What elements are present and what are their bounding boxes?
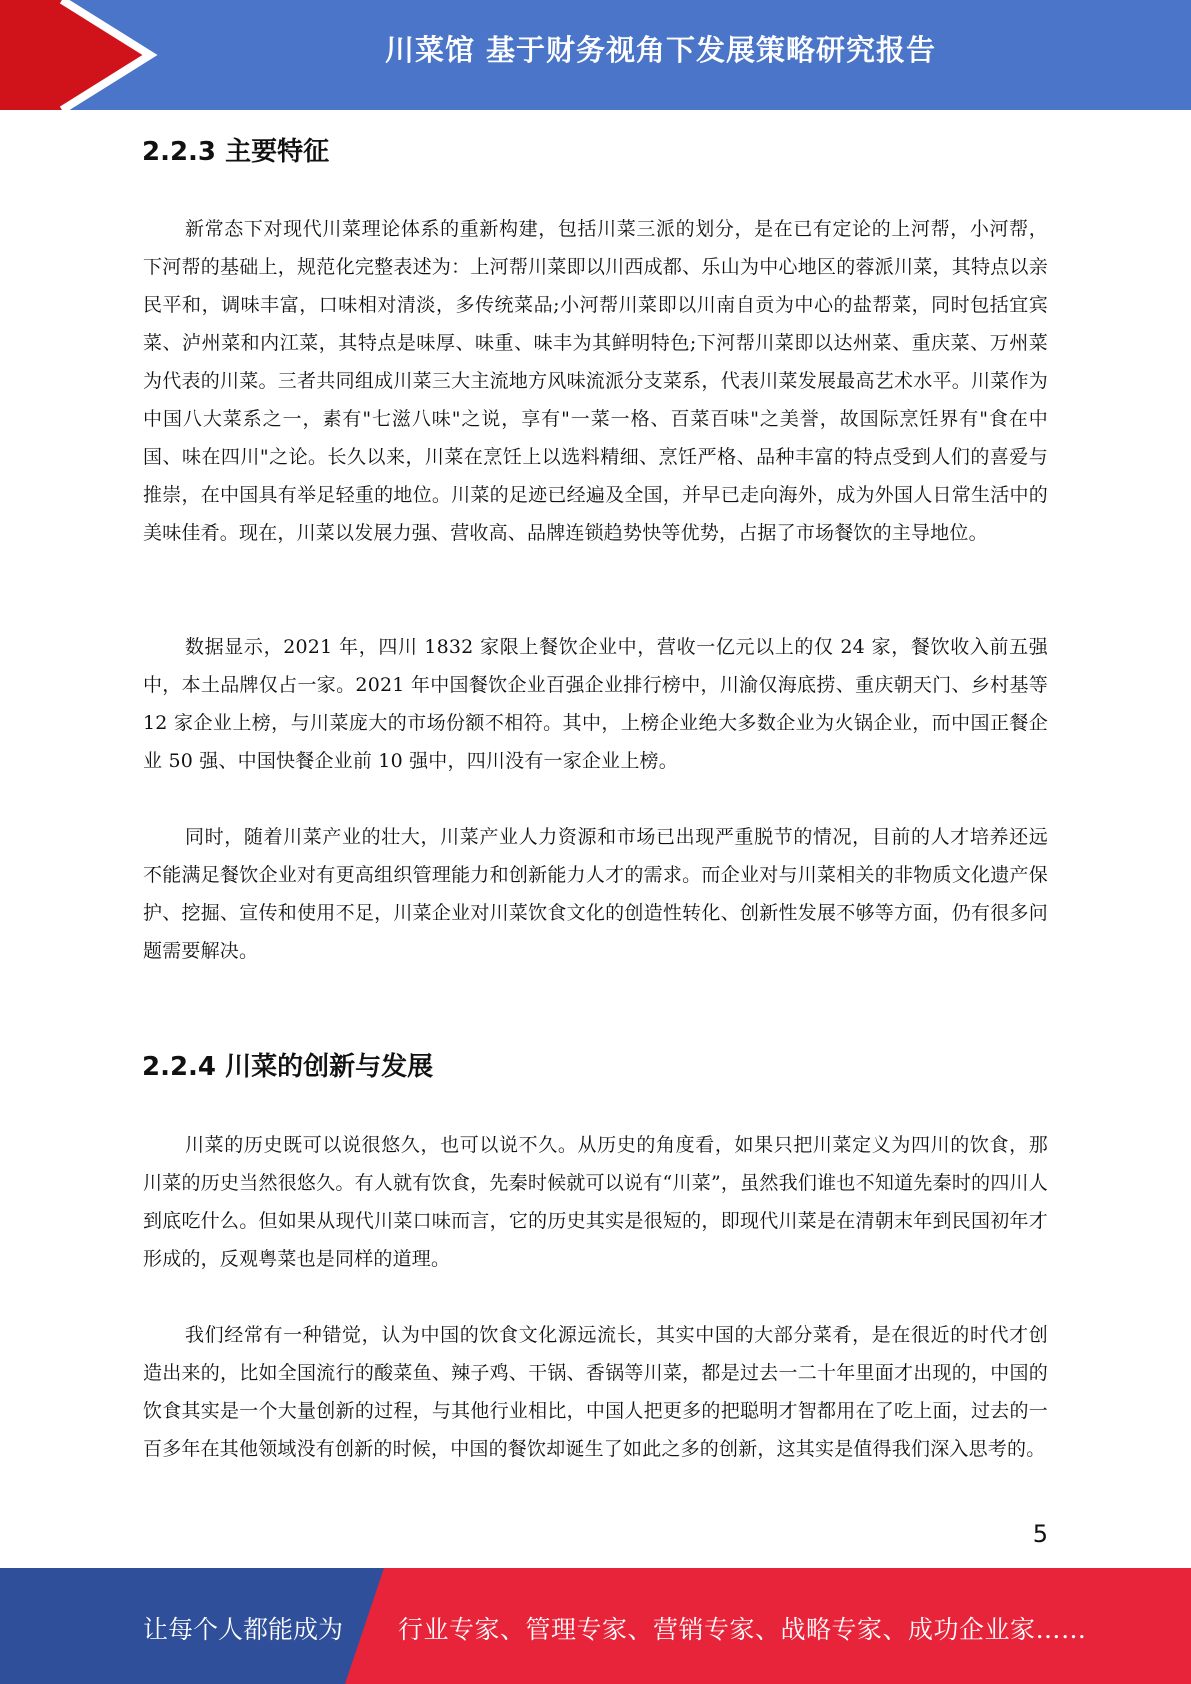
paragraph: 我们经常有一种错觉，认为中国的饮食文化源远流长，其实中国的大部分菜肴，是在很近的时代才创造出来的，比如全国流行的酸菜鱼、辣子鸡、干锅、香锅等川菜，都是过去一二十年里面才出现的，中国的饮食其实是一个大量创新的过程，与其他行业相比，中国人把更多的把聪明才智都用在了吃上面，过去的一百多年在其他领域没有创新的时候，中国的餐饮却诞生了如此之多的创新，这其实是值得我们深入思考的。	[143, 1324, 1048, 1460]
footer-slogan-right: 行业专家、管理专家、营销专家、战略专家、成功企业家……	[398, 1615, 1087, 1644]
section-heading-2-2-3: 2.2.3 主要特征	[142, 137, 330, 167]
footer-slogan-left: 让每个人都能成为	[143, 1615, 344, 1644]
page-number: 5	[1032, 1520, 1048, 1548]
paragraph: 同时，随着川菜产业的壮大，川菜产业人力资源和市场已出现严重脱节的情况，目前的人才培养还远不能满足餐饮企业对有更高组织管理能力和创新能力人才的需求。而企业对与川菜相关的非物质文化遗产保护、挖掘、宣传和使用不足，川菜企业对川菜饮食文化的创造性转化、创新性发展不够等方面，仍有很多问题需要解决。	[143, 826, 1048, 962]
header-title: 川菜馆 基于财务视角下发展策略研究报告	[384, 33, 937, 67]
paragraph: 新常态下对现代川菜理论体系的重新构建，包括川菜三派的划分，是在已有定论的上河帮，小河帮，下河帮的基础上，规范化完整表述为：上河帮川菜即以川西成都、乐山为中心地区的蓉派川菜，其特点以亲民平和，调味丰富，口味相对清淡，多传统菜品;小河帮川菜即以川南自贡为中心的盐帮菜，同时包括宜宾菜、泸州菜和内江菜，其特点是味厚、味重、味丰为其鲜明特色;下河帮川菜即以达州菜、重庆菜、万州菜为代表的川菜。三者共同组成川菜三大主流地方风味流派分支菜系，代表川菜发展最高艺术水平。川菜作为中国八大菜系之一，素有"七滋八味"之说，享有"一菜一格、百菜百味"之美誉，故国际烹饪界有"食在中国、味在四川"之论。长久以来，川菜在烹饪上以选料精细、烹饪严格、品种丰富的特点受到人们的喜爱与推崇，在中国具有举足轻重的地位。川菜的足迹已经遍及全国，并早已走向海外，成为外国人日常生活中的美味佳肴。现在，川菜以发展力强、营收高、品牌连锁趋势快等优势，占据了市场餐饮的主导地位。	[143, 218, 1048, 544]
paragraph: 川菜的历史既可以说很悠久，也可以说不久。从历史的角度看，如果只把川菜定义为四川的饮食，那川菜的历史当然很悠久。有人就有饮食，先秦时候就可以说有“川菜”，虽然我们谁也不知道先秦时的四川人到底吃什么。但如果从现代川菜口味而言，它的历史其实是很短的，即现代川菜是在清朝末年到民国初年才形成的，反观粤菜也是同样的道理。	[143, 1134, 1048, 1270]
page-footer	[0, 1568, 1191, 1684]
page-header	[0, 0, 1191, 110]
paragraph: 数据显示，2021 年，四川 1832 家限上餐饮企业中，营收一亿元以上的仅 24 家，餐饮收入前五强中，本土品牌仅占一家。2021 年中国餐饮企业百强企业排行榜中，川渝仅海底捞、重庆朝天门、乡村基等 12 家企业上榜，与川菜庞大的市场份额不相符。其中，上榜企业绝大多数企业为火锅企业，而中国正餐企业 50 强、中国快餐企业前 10 强中，四川没有一家企业上榜。	[143, 636, 1048, 772]
section-heading-2-2-4: 2.2.4 川菜的创新与发展	[142, 1052, 434, 1082]
